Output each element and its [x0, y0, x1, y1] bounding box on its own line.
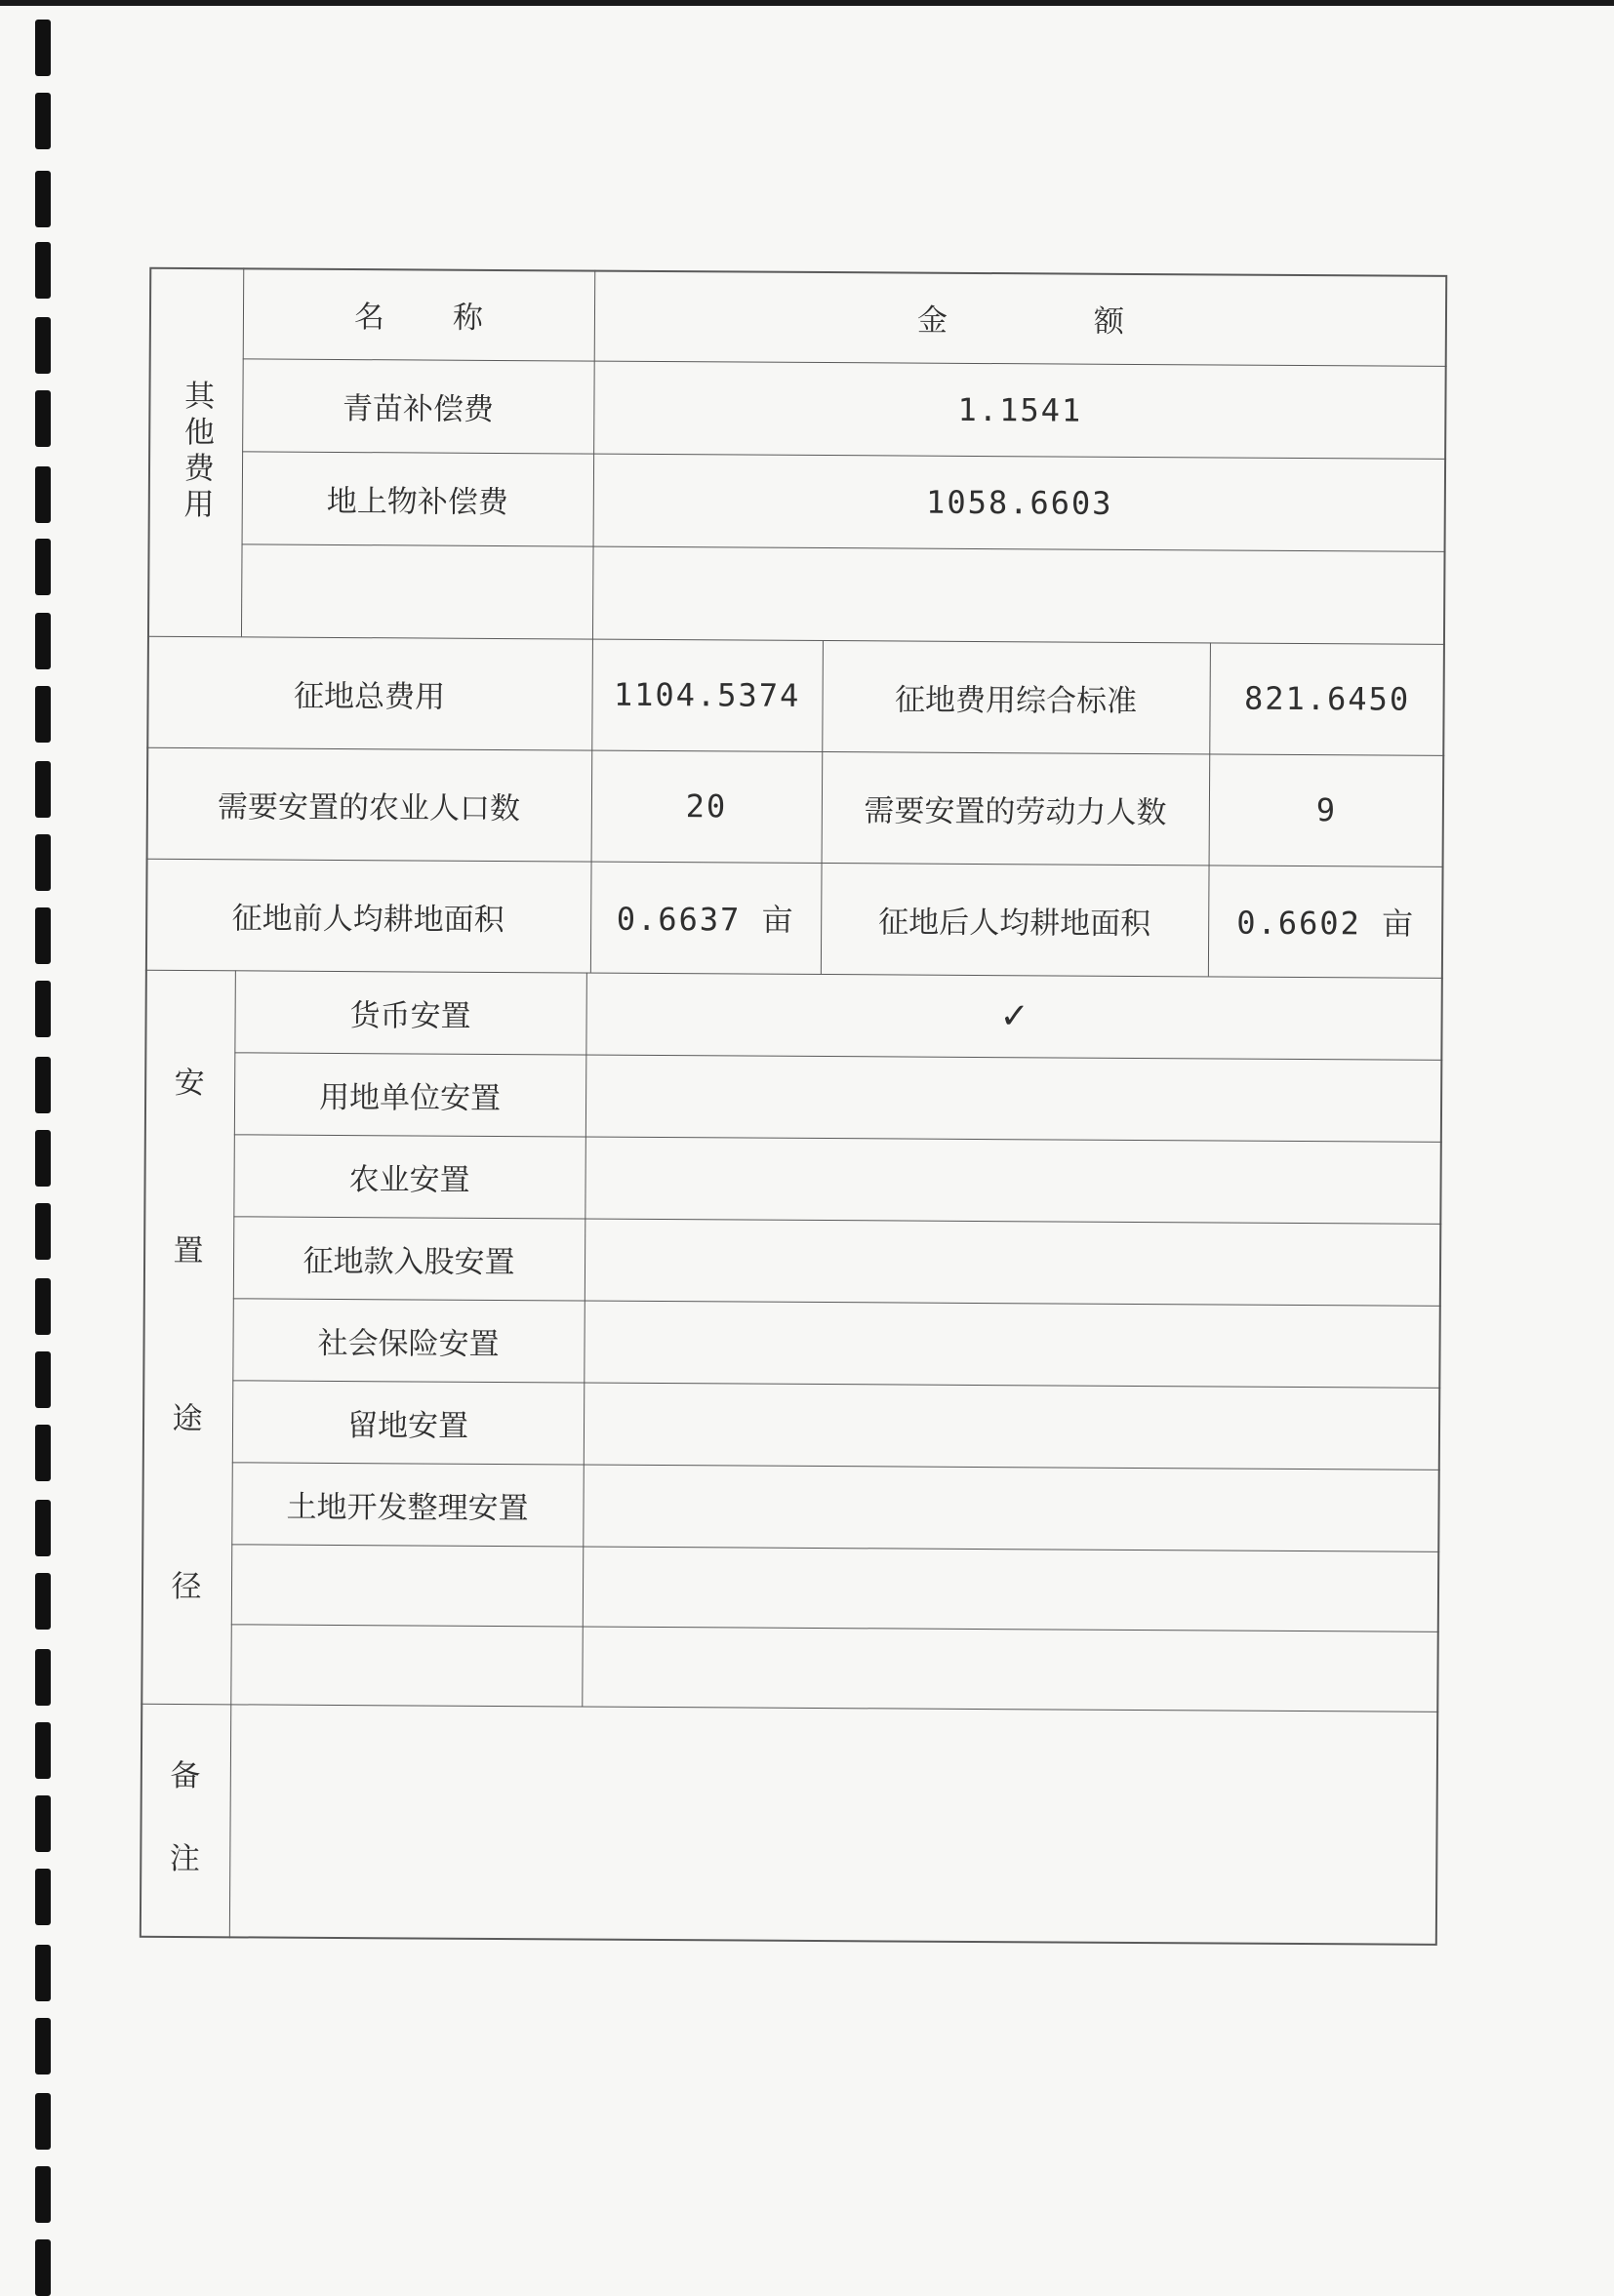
total-cost-label: 征地总费用: [293, 678, 446, 715]
header-name: 名称: [353, 300, 552, 337]
resettlement-mark-2: [585, 1055, 1442, 1142]
resettlement-label-char-3: 途: [172, 1400, 203, 1436]
labor-label: 需要安置的劳动力人数: [864, 792, 1167, 830]
resettlement-mark-9: [582, 1627, 1438, 1712]
remarks-content: [229, 1704, 1438, 1946]
remarks-label-char-2: 注: [169, 1840, 200, 1876]
agri-pop-label: 需要安置的农业人口数: [217, 788, 521, 826]
resettlement-name-4: 征地款入股安置: [303, 1243, 515, 1280]
remarks-label-char-1: 备: [170, 1757, 201, 1793]
fee-amount-1: 1.1541: [957, 390, 1083, 429]
resettlement-name-9: [230, 1624, 582, 1706]
resettlement-name-1: 货币安置: [349, 997, 471, 1034]
header-name-cell: [243, 267, 595, 360]
resettlement-mark-6: [584, 1383, 1440, 1470]
resettlement-label-char-1: 安: [174, 1065, 205, 1101]
area-before-value: 0.6637 亩: [616, 900, 795, 939]
header-amount-cell: [594, 270, 1448, 366]
fee-name-1: 青苗补偿费: [342, 390, 495, 427]
agri-pop-value: 20: [685, 787, 728, 826]
resettlement-label-char-4: 径: [171, 1568, 202, 1604]
standard-label: 征地费用综合标准: [894, 681, 1138, 719]
resettlement-mark-7: [583, 1465, 1439, 1551]
resettlement-label-char-2: 置: [173, 1232, 204, 1269]
resettlement-mark-8: [583, 1547, 1439, 1631]
fee-amount-3: [592, 546, 1446, 644]
resettlement-name-6: 留地安置: [346, 1407, 469, 1444]
area-after-label: 征地后人均耕地面积: [878, 904, 1151, 942]
area-before-label: 征地前人均耕地面积: [231, 900, 504, 938]
fee-amount-2: 1058.6603: [926, 483, 1113, 522]
standard-value: 821.6450: [1243, 679, 1411, 718]
fee-name-3: [241, 544, 593, 638]
resettlement-mark-4: [585, 1219, 1441, 1306]
other-fees-section-label: [147, 267, 243, 637]
check-icon: ✓: [999, 995, 1029, 1036]
header-amount: 金额: [916, 302, 1271, 341]
fee-name-2: 地上物补偿费: [326, 483, 508, 521]
total-cost-value: 1104.5374: [613, 675, 801, 714]
resettlement-name-3: 农业安置: [348, 1161, 470, 1198]
area-after-value: 0.6602 亩: [1236, 904, 1416, 943]
other-fees-label: 其他费用: [178, 379, 215, 525]
resettlement-name-2: 用地单位安置: [318, 1079, 502, 1116]
labor-value: 9: [1315, 791, 1338, 829]
resettlement-mark-3: [585, 1137, 1441, 1224]
resettlement-name-8: [231, 1544, 583, 1626]
resettlement-name-5: 社会保险安置: [317, 1325, 500, 1362]
resettlement-name-7: 土地开发整理安置: [286, 1489, 529, 1526]
resettlement-mark-5: [584, 1301, 1440, 1388]
